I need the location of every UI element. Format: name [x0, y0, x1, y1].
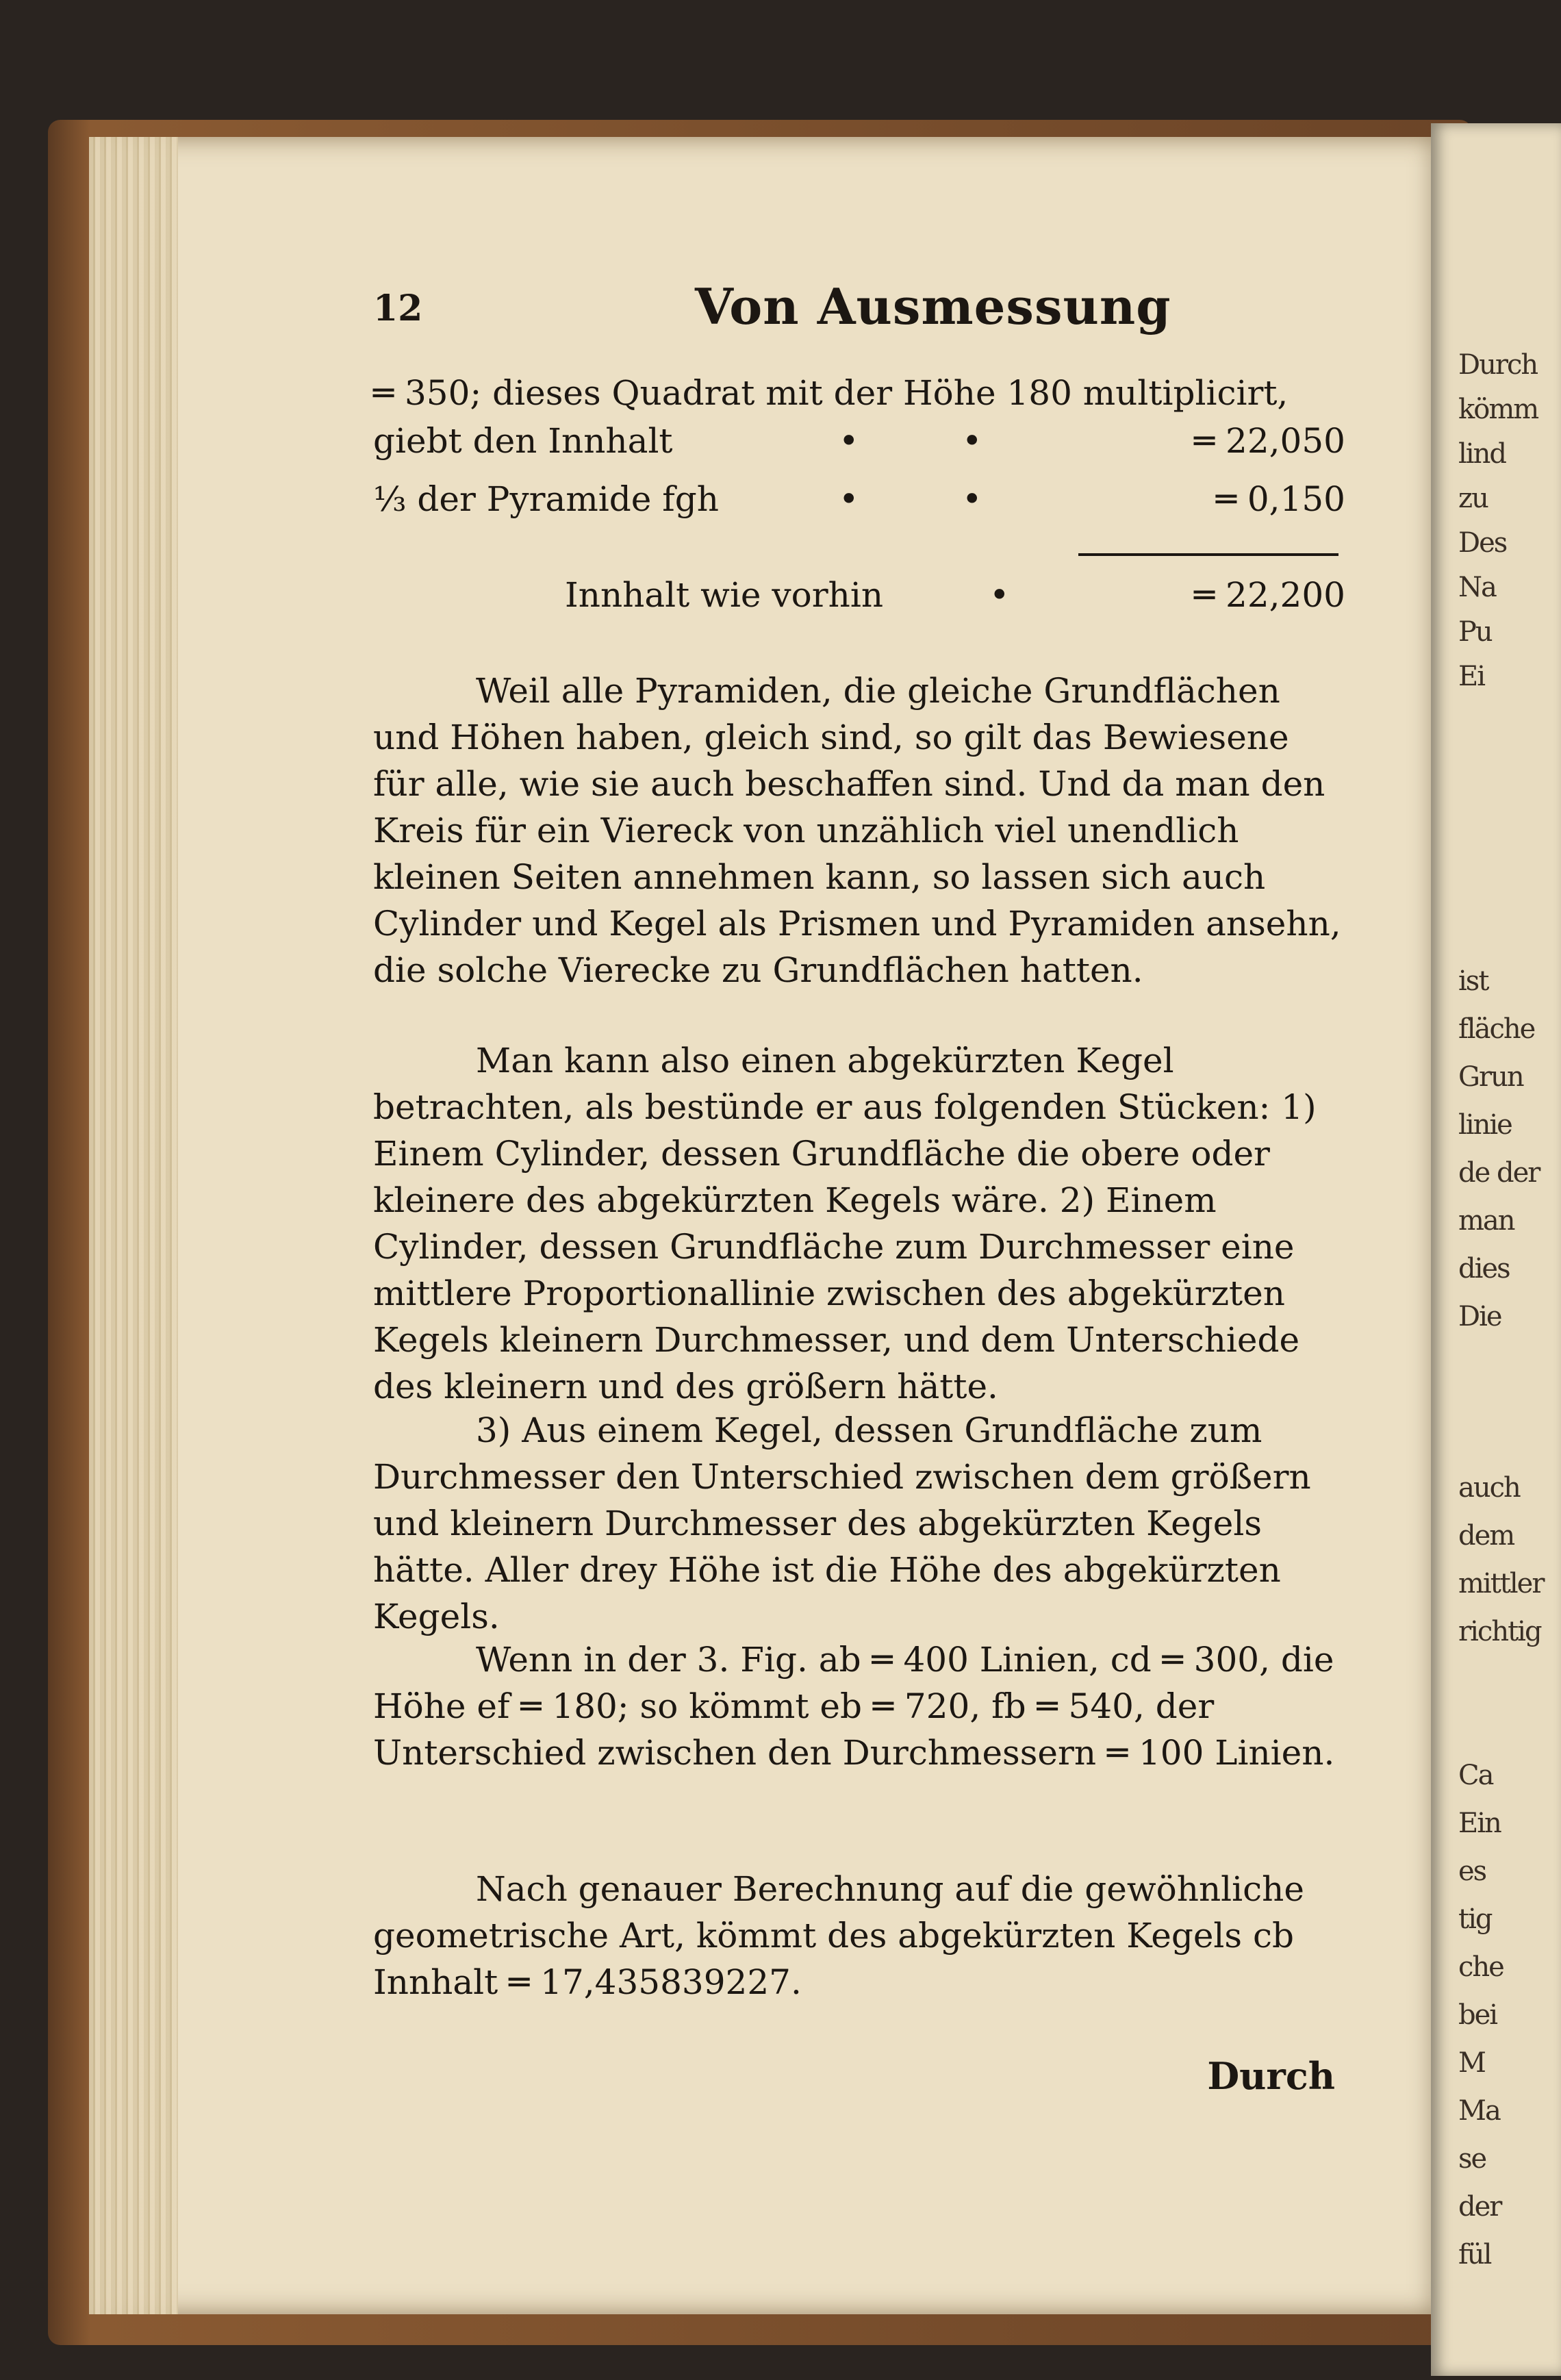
catchword: Durch [1207, 2054, 1335, 2098]
page-header [373, 277, 1366, 339]
adjacent-page-fragment: kömm [1458, 394, 1538, 425]
adjacent-page [1431, 123, 1561, 2376]
adjacent-page-fragment: auch [1458, 1472, 1520, 1504]
adjacent-page-fragment: fläche [1458, 1013, 1535, 1045]
adjacent-page-fragment: de der [1458, 1157, 1540, 1189]
adjacent-page-fragment: mittler [1458, 1568, 1544, 1599]
leader-dot: • [839, 479, 859, 519]
paragraph-text: 3) Aus einem Kegel, dessen Grundfläche zum Durchmesser den Unterschied zwischen dem größern und kleinern Durchmesser des abgekürzten Kegels hätte. Aller drey Höhe ist die Höhe des abgekürzten Kegels. [373, 1410, 1311, 1636]
calc-line: ═ 350; dieses Quadrat mit der Höhe 180 multiplicirt, [373, 373, 1289, 413]
leader-dot: • [962, 479, 982, 519]
adjacent-page-fragment: Ma [1458, 2095, 1500, 2127]
page-number: 12 [373, 288, 423, 329]
leader-dot: • [839, 421, 859, 461]
calc-row-pyramid [373, 479, 1345, 527]
adjacent-page-fragment: se [1458, 2143, 1486, 2175]
adjacent-page-fragment: M [1458, 2047, 1485, 2079]
paragraph-text: Nach genauer Berechnung auf die gewöhnliche geometrische Art, kömmt des abgekürzten Kegels cb Innhalt ═ 17,435839227. [373, 1869, 1304, 2002]
calc-row-content [373, 421, 1345, 469]
adjacent-page-fragment: zu [1458, 483, 1488, 514]
adjacent-page-fragment: che [1458, 1951, 1503, 1983]
adjacent-page-fragment: Des [1458, 527, 1507, 559]
adjacent-page-fragment: Ei [1458, 661, 1484, 692]
adjacent-page-fragment: Na [1458, 572, 1496, 603]
paragraph [373, 1866, 1345, 2005]
page-edges [89, 137, 178, 2314]
adjacent-page-fragment: fül [1458, 2239, 1491, 2270]
adjacent-page-fragment: dem [1458, 1520, 1514, 1552]
adjacent-page-fragment: bei [1458, 1999, 1497, 2031]
leader-dot: • [962, 421, 982, 461]
paragraph [373, 1407, 1345, 1640]
calc-label: giebt den Innhalt [373, 421, 673, 461]
adjacent-page-fragment: Pu [1458, 616, 1492, 648]
calc-value: ═ 0,150 [1215, 479, 1345, 519]
paragraph [373, 1636, 1345, 1776]
paragraph-text: Wenn in der 3. Fig. ab ═ 400 Linien, cd ═ 300, die Höhe ef ═ 180; so kömmt eb ═ 720, fb ═ 540, der Unterschied zwischen den Durchmessern ═ 100 Linien. [373, 1640, 1335, 1773]
paragraph-text: Weil alle Pyramiden, die gleiche Grundflächen und Höhen haben, gleich sind, so gilt das Bewiesene für alle, wie sie auch beschaffen sind. Und da man den Kreis für ein Viereck von unzählich viel unendlich kleinen Seiten annehmen kann, so lassen sich auch Cylinder und Kegel als Prismen und Pyramiden ansehn, die solche Vierecke zu Grundflächen hatten. [373, 671, 1341, 990]
calc-total-value: ═ 22,200 [1194, 575, 1345, 615]
adjacent-page-fragment: man [1458, 1205, 1514, 1237]
paragraph-text: Man kann also einen abgekürzten Kegel betrachten, als bestünde er aus folgenden Stücken: 1) Einem Cylinder, dessen Grundfläche die obere oder kleinere des abgekürzten Kegels wäre. 2) Einem Cylinder, dessen Grundfläche zum Durchmesser eine mittlere Proportionallinie zwischen des abgekürzten Kegels kleinern Durchmesser, und dem Unterschiede des kleinern und des größern hätte. [373, 1041, 1317, 1406]
calc-row-total [373, 575, 1345, 623]
adjacent-page-fragment: Die [1458, 1301, 1501, 1332]
calc-label: ⅓ der Pyramide fgh [373, 479, 719, 519]
leader-dot: • [989, 575, 1010, 615]
adjacent-page-fragment: tig [1458, 1903, 1492, 1935]
paragraph [373, 1037, 1345, 1410]
adjacent-page-fragment: richtig [1458, 1616, 1541, 1647]
running-title: Von Ausmessung [695, 277, 1171, 336]
adjacent-page-fragment: Ein [1458, 1808, 1501, 1839]
adjacent-page-fragment: linie [1458, 1109, 1512, 1141]
adjacent-page-fragment: Ca [1458, 1760, 1493, 1791]
sum-rule [1078, 553, 1338, 556]
adjacent-page-fragment: Durch [1458, 349, 1538, 381]
adjacent-page-fragment: lind [1458, 438, 1506, 470]
adjacent-page-fragment: ist [1458, 965, 1488, 997]
paragraph [373, 668, 1345, 993]
adjacent-page-fragment: Grun [1458, 1061, 1523, 1093]
calc-value: ═ 22,050 [1194, 421, 1345, 461]
adjacent-page-fragment: der [1458, 2191, 1501, 2223]
adjacent-page-fragment: es [1458, 1856, 1486, 1887]
adjacent-page-fragment: dies [1458, 1253, 1510, 1284]
calc-total-label: Innhalt wie vorhin [565, 575, 884, 615]
